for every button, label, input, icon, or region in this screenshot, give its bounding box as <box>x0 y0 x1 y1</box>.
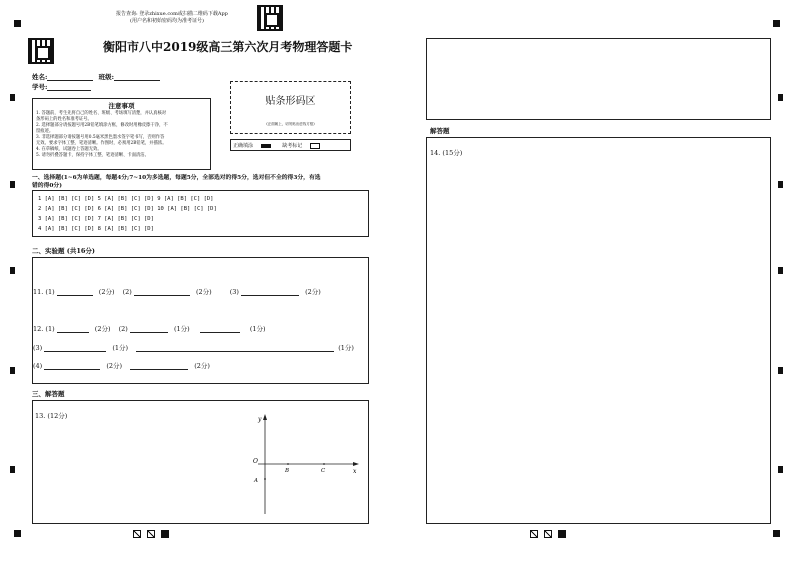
q11-line: 11. (1) (2分) (2) (2分) (3) (2分) <box>33 288 321 296</box>
notes-body: 1. 答题前，考生先将自己的姓名、班级、考场填写清楚，并认真核对 条形码上的姓名和准考证号。 2. 选择题部分请按题号用2B铅笔填涂方框，修改时用橡皮擦干净，不 留痕迹。 3. 非选择题部分请按题号用0.5毫米黑色墨水签字笔书写，否则作答 无效。要求字体工整、笔迹清晰。作图时，必须用2B铅笔，并描浓。 4. 在草稿纸、试题卷上答题无效。 5. 请勿折叠答题卡，保持字体工整、笔迹清晰、卡面清洁。 <box>36 111 168 158</box>
q12-answer-1[interactable] <box>57 325 89 333</box>
notes-box <box>32 98 211 170</box>
absent-mark-box[interactable] <box>310 143 320 149</box>
timing-mark <box>10 367 15 374</box>
section2-title: 二、实验题 (共16分) <box>32 247 95 255</box>
point-b-label: B <box>285 468 290 474</box>
timing-mark <box>778 367 783 374</box>
q12-answer-4[interactable] <box>44 344 106 352</box>
section1-title-2: 错的得0分) <box>32 183 62 189</box>
corner-mark-tl <box>14 20 21 27</box>
name-field[interactable] <box>47 73 93 81</box>
corner-mark-bl <box>14 530 21 537</box>
page-marker-box <box>133 530 141 538</box>
q12-answer-3[interactable] <box>200 325 240 333</box>
q13-number: 13. (12分) <box>35 412 68 420</box>
choice-row[interactable]: 4 [A] [B] [C] [D] 8 [A] [B] [C] [D] <box>38 226 154 232</box>
timing-mark <box>10 466 15 473</box>
page-marker-solid <box>161 530 169 538</box>
q12-line-4: (4) (2分) (2分) <box>33 362 210 370</box>
notice-line-1: 报告查询: 登录zhixue.com或扫描二维码下载App <box>116 11 228 17</box>
q11-answer-2[interactable] <box>134 288 190 296</box>
right-section-title: 解答题 <box>430 127 450 135</box>
choice-row[interactable]: 1 [A] [B] [C] [D] 5 [A] [B] [C] [D] 9 [A] [B] [C] [D] <box>38 196 214 202</box>
q12-answer-7[interactable] <box>130 362 188 370</box>
choice-row[interactable]: 3 [A] [B] [C] [D] 7 [A] [B] [C] [D] <box>38 216 154 222</box>
class-field[interactable] <box>114 73 160 81</box>
barcode-hint: (正面朝上，切勿贴出虚线方框) <box>266 122 315 126</box>
timing-mark <box>10 267 15 274</box>
origin-label: O <box>253 458 258 465</box>
q13-diagram <box>248 409 373 519</box>
timing-mark <box>778 466 783 473</box>
timing-mark <box>10 94 15 101</box>
notes-title: 注意事项 <box>108 102 135 110</box>
q14-number: 14. (15分) <box>430 149 463 157</box>
corner-mark-tr <box>773 20 780 27</box>
section1-title: 一、选择题(1~6为单选题，每题4分;7~10为多选题，每题5分，全部选对的得5分，选对但不全的得3分，有选 <box>32 175 321 181</box>
q12-line-1: 12. (1) (2分) (2) (1分) (1分) <box>33 325 266 333</box>
q12-answer-6[interactable] <box>44 362 100 370</box>
page-marker-solid <box>558 530 566 538</box>
point-c-label: C <box>321 468 326 474</box>
timing-mark <box>778 94 783 101</box>
x-axis-label: x <box>353 468 357 475</box>
timing-mark <box>778 267 783 274</box>
q12-line-3: (3) (1分) (1分) <box>33 344 354 352</box>
y-axis-label: y <box>258 416 262 423</box>
id-label: 学号: <box>32 82 91 91</box>
page-title: 衡阳市八中2019级高三第六次月考物理答题卡 <box>103 40 353 54</box>
student-id-field[interactable] <box>47 83 91 91</box>
name-label: 姓名: 班级: <box>32 72 160 81</box>
q12-answer-2[interactable] <box>130 325 168 333</box>
q11-answer-1[interactable] <box>57 288 93 296</box>
point-a-label: A <box>254 478 258 484</box>
choice-box <box>32 190 369 237</box>
correct-fill-label: 正确填涂 <box>233 143 254 149</box>
q13-answer-box[interactable] <box>32 400 369 524</box>
corner-mark-br <box>773 530 780 537</box>
page-marker-box <box>530 530 538 538</box>
notice-line-2: (用户名和初始密码均为准考证号) <box>130 18 204 24</box>
barcode-area <box>230 81 351 134</box>
q12-answer-5[interactable] <box>136 344 334 352</box>
fill-legend <box>230 139 351 151</box>
choice-row[interactable]: 2 [A] [B] [C] [D] 6 [A] [B] [C] [D] 10 [A] [B] [C] [D] <box>38 206 217 212</box>
correct-fill-sample <box>261 144 271 148</box>
page-marker-box <box>544 530 552 538</box>
timing-mark <box>778 181 783 188</box>
section3-title: 三、解答题 <box>32 390 65 398</box>
barcode-title: 贴条形码区 <box>265 96 316 107</box>
q14-answer-box[interactable] <box>426 137 771 524</box>
student-qr-code <box>28 38 54 64</box>
q11-answer-3[interactable] <box>241 288 299 296</box>
right-top-answer-box[interactable] <box>426 38 771 120</box>
timing-mark <box>10 181 15 188</box>
app-qr-code <box>257 5 283 31</box>
absent-mark-label: 缺考标记 <box>282 143 303 149</box>
page-marker-box <box>147 530 155 538</box>
experiment-box <box>32 257 369 384</box>
